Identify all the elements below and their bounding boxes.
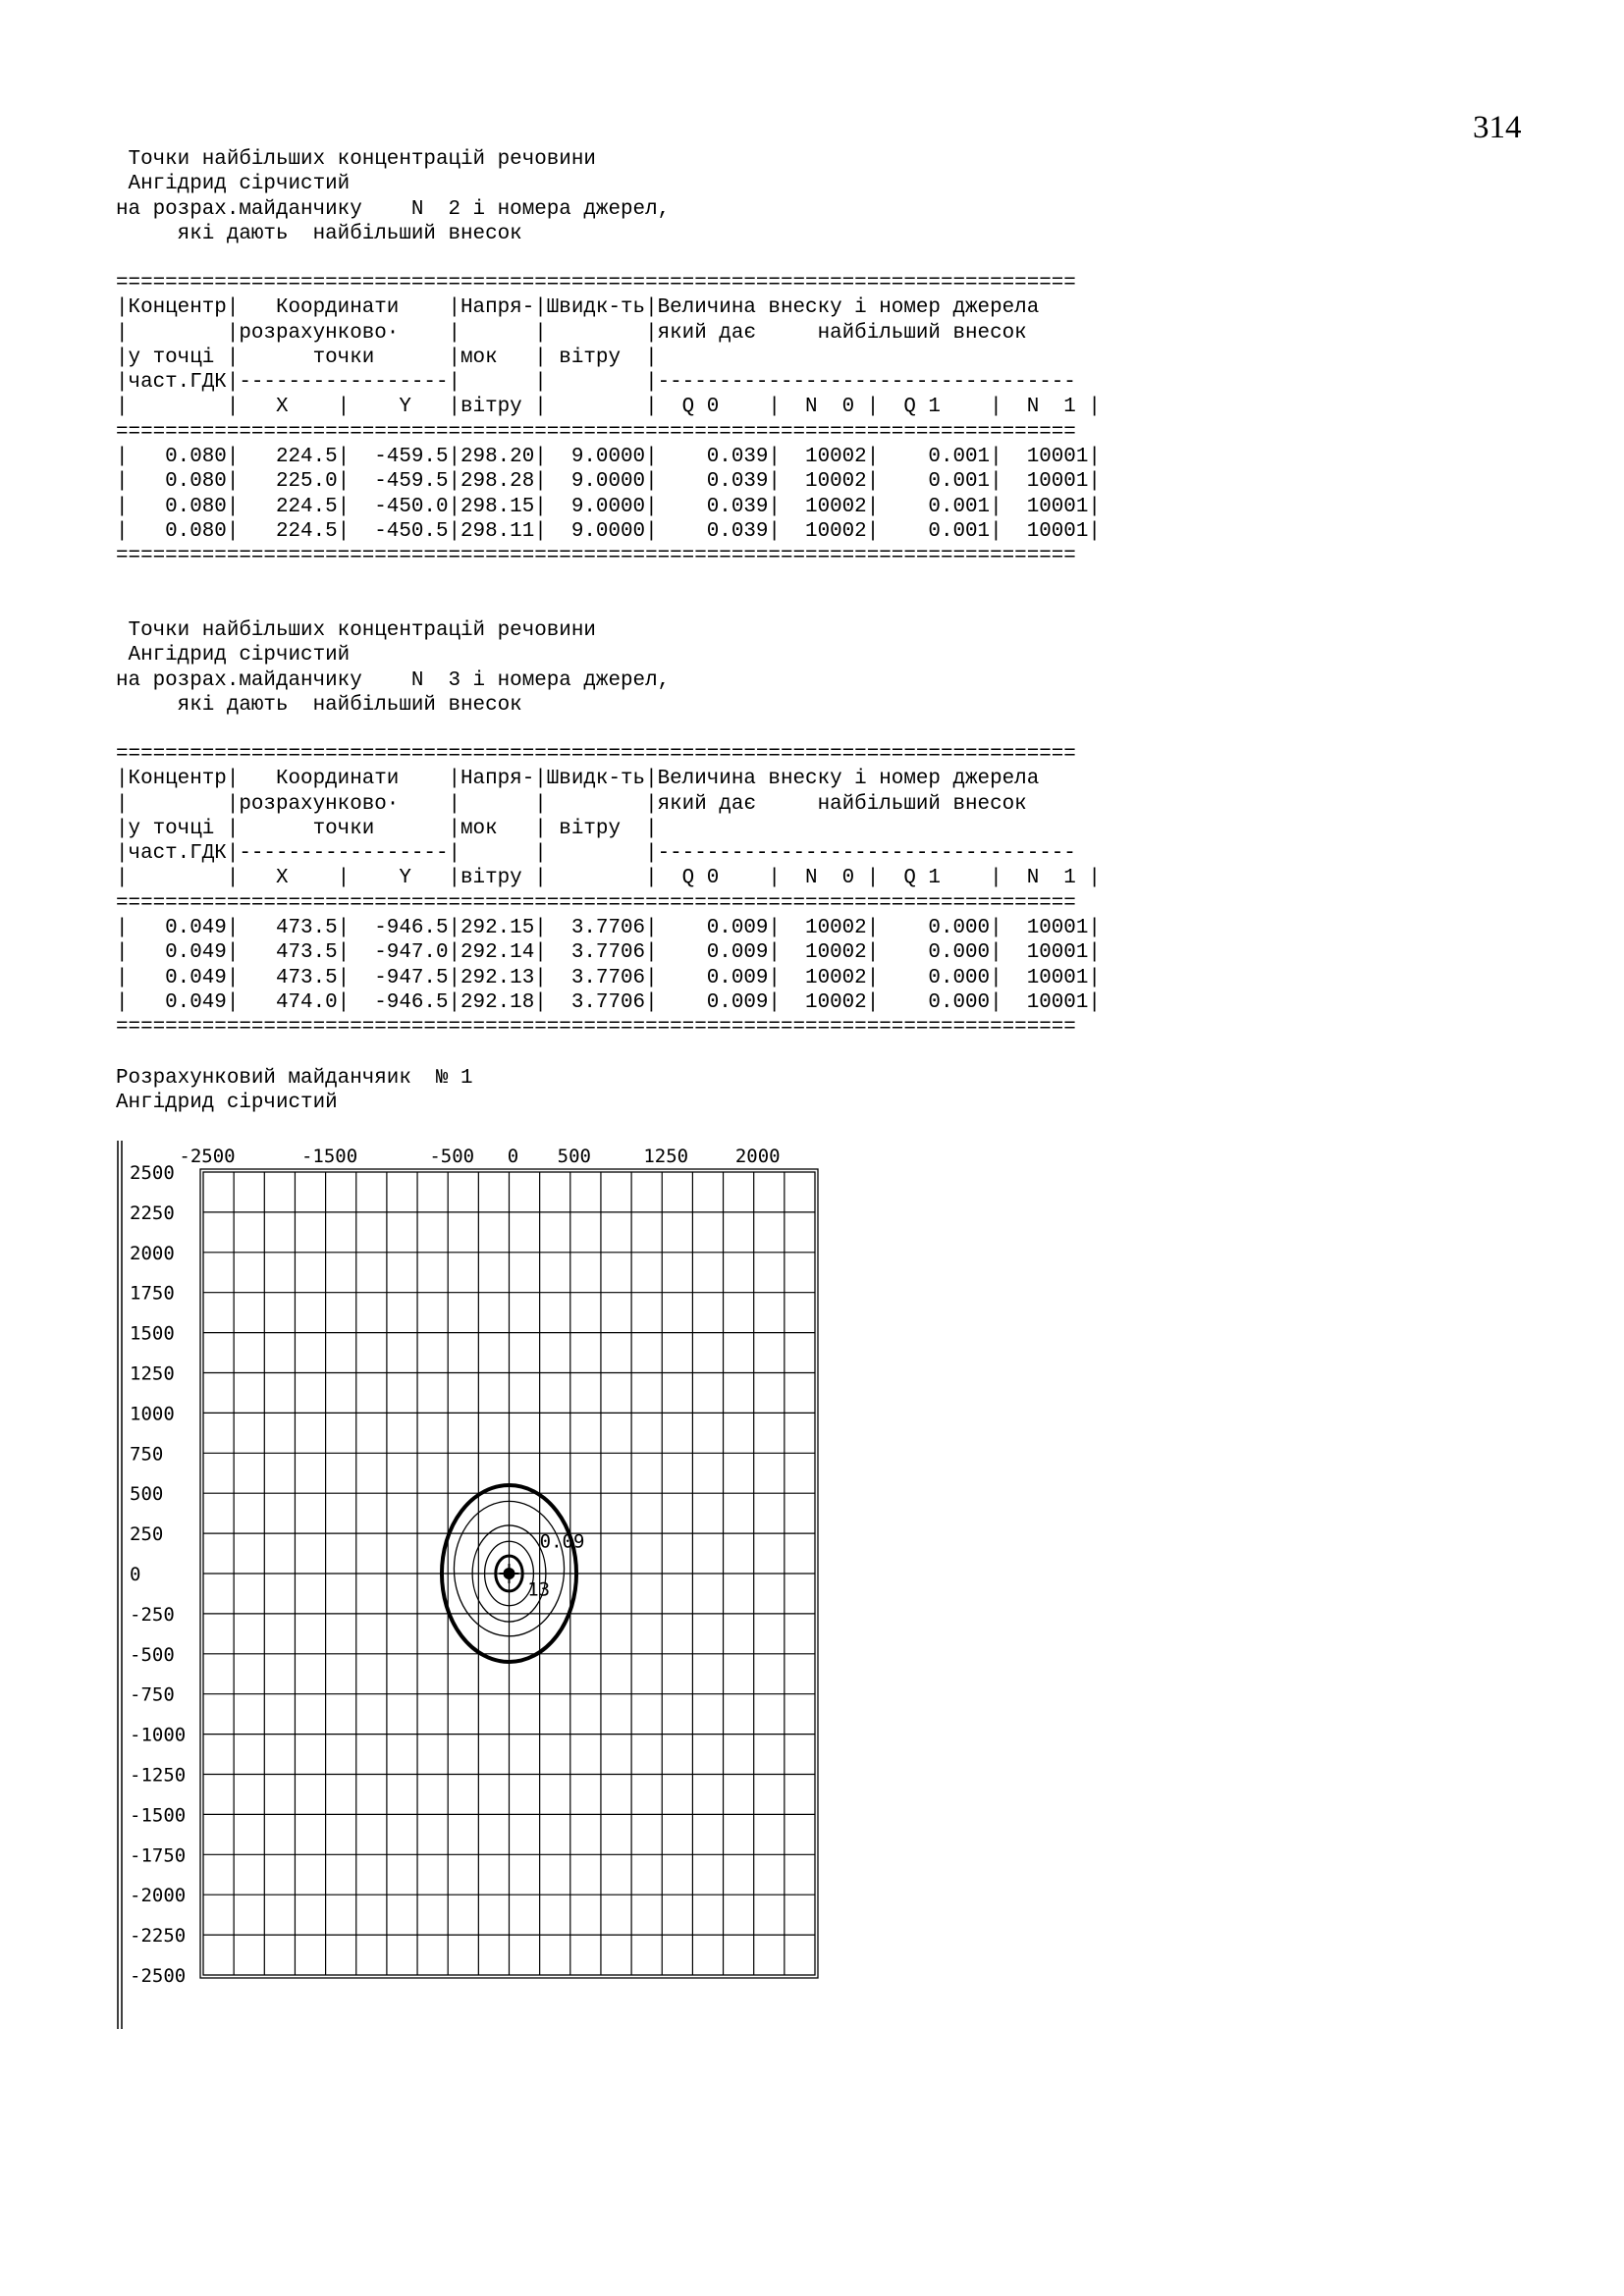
y-tick-label: 1250 bbox=[130, 1362, 175, 1385]
table-line: | |розрахунково· | | |який дає найбільший внесок bbox=[116, 321, 1027, 345]
y-tick-label: -1250 bbox=[130, 1764, 187, 1787]
table-line: | 0.049| 474.0| -946.5|292.18| 3.7706| 0.009| 10002| 0.000| 10001| bbox=[116, 990, 1101, 1014]
table-line: |Концентр| Координати |Напря-|Швидк-ть|Величина внеску і номер джерела bbox=[116, 296, 1040, 320]
y-tick-label: 250 bbox=[130, 1523, 164, 1546]
contour-label: 0.09 bbox=[539, 1530, 585, 1553]
header-line: Точки найбільших концентрацій речовини bbox=[116, 148, 596, 171]
table-line: |част.ГДК|-----------------| | |---------------------------------- bbox=[116, 371, 1076, 395]
y-tick-label: -2250 bbox=[130, 1925, 187, 1948]
table-line: ============================================================================== bbox=[116, 743, 1076, 766]
y-tick-label: 2250 bbox=[130, 1201, 175, 1224]
table-line: ============================================================================== bbox=[116, 272, 1076, 294]
x-tick-label: -1500 bbox=[300, 1146, 358, 1167]
caption-line: Розрахунковий майданчяик № 1 bbox=[116, 1067, 473, 1090]
table-line: | 0.080| 224.5| -459.5|298.20| 9.0000| 0.039| 10002| 0.001| 10001| bbox=[116, 446, 1101, 469]
y-tick-label: -1750 bbox=[130, 1844, 187, 1867]
section-1-table bbox=[116, 271, 1101, 569]
table-line: |у точці | точки |мок | вітру | bbox=[116, 346, 658, 369]
x-tick-label: 0 bbox=[507, 1146, 519, 1167]
y-tick-label: 0 bbox=[130, 1564, 141, 1585]
x-tick-label: -500 bbox=[429, 1146, 475, 1167]
concentration-map bbox=[116, 1141, 823, 2034]
header-line: Ангідрид сірчистий bbox=[116, 644, 351, 667]
y-tick-label: -2500 bbox=[130, 1965, 187, 1987]
page-number: 314 bbox=[1473, 110, 1522, 145]
table-line: | | X | Y |вітру | | Q 0 | N 0 | Q 1 | N 1 | bbox=[116, 396, 1101, 419]
contour-label: 13 bbox=[527, 1578, 551, 1601]
table-line: | | X | Y |вітру | | Q 0 | N 0 | Q 1 | N 1 | bbox=[116, 867, 1101, 890]
table-line: |у точці | точки |мок | вітру | bbox=[116, 817, 658, 840]
x-tick-label: -2500 bbox=[179, 1146, 236, 1167]
table-line: ============================================================================== bbox=[116, 545, 1076, 568]
header-line: Ангідрид сірчистий bbox=[116, 173, 351, 196]
y-tick-label: -1500 bbox=[130, 1804, 187, 1827]
x-tick-label: 500 bbox=[557, 1146, 591, 1167]
header-line: на розрах.майданчику N 2 і номера джерел, bbox=[116, 197, 671, 221]
table-line: | 0.080| 224.5| -450.0|298.15| 9.0000| 0.039| 10002| 0.001| 10001| bbox=[116, 495, 1101, 518]
section-2-table bbox=[116, 742, 1101, 1041]
table-line: | 0.049| 473.5| -947.5|292.13| 3.7706| 0.009| 10002| 0.000| 10001| bbox=[116, 966, 1101, 989]
x-tick-label: 2000 bbox=[734, 1146, 781, 1167]
table-line: | 0.080| 225.0| -459.5|298.28| 9.0000| 0.039| 10002| 0.001| 10001| bbox=[116, 470, 1101, 494]
y-tick-label: -250 bbox=[130, 1603, 175, 1626]
table-line: ============================================================================== bbox=[116, 891, 1076, 915]
y-tick-label: 500 bbox=[130, 1483, 164, 1506]
table-line: | 0.080| 224.5| -450.5|298.11| 9.0000| 0.039| 10002| 0.001| 10001| bbox=[116, 519, 1101, 543]
y-tick-label: 1750 bbox=[130, 1282, 175, 1305]
y-tick-label: 1500 bbox=[130, 1322, 175, 1345]
y-tick-label: -1000 bbox=[130, 1724, 187, 1746]
table-line: ============================================================================== bbox=[116, 420, 1076, 444]
section-2-header bbox=[116, 618, 670, 718]
y-tick-label: -2000 bbox=[130, 1885, 187, 1907]
y-tick-label: 2500 bbox=[130, 1162, 175, 1184]
map-caption bbox=[116, 1066, 473, 1116]
table-line: | 0.049| 473.5| -946.5|292.15| 3.7706| 0.009| 10002| 0.000| 10001| bbox=[116, 917, 1101, 940]
header-line: на розрах.майданчику N 3 і номера джерел, bbox=[116, 668, 671, 692]
table-line: | |розрахунково· | | |який дає найбільший внесок bbox=[116, 792, 1027, 816]
header-line: які дають найбільший внесок bbox=[116, 693, 522, 717]
y-tick-label: 1000 bbox=[130, 1403, 175, 1425]
y-tick-label: 2000 bbox=[130, 1242, 175, 1264]
header-line: Точки найбільших концентрацій речовини bbox=[116, 619, 596, 642]
table-line: |Концентр| Координати |Напря-|Швидк-ть|Величина внеску і номер джерела bbox=[116, 768, 1040, 791]
x-tick-label: 1250 bbox=[643, 1146, 689, 1167]
y-tick-label: -500 bbox=[130, 1643, 175, 1666]
y-tick-label: -750 bbox=[130, 1683, 175, 1706]
header-line: які дають найбільший внесок bbox=[116, 222, 522, 245]
caption-line: Ангідрид сірчистий bbox=[116, 1092, 338, 1115]
table-line: | 0.049| 473.5| -947.0|292.14| 3.7706| 0.009| 10002| 0.000| 10001| bbox=[116, 941, 1101, 965]
table-line: |част.ГДК|-----------------| | |---------------------------------- bbox=[116, 842, 1076, 866]
y-tick-label: 750 bbox=[130, 1443, 164, 1466]
section-1-header bbox=[116, 147, 670, 246]
table-line: ============================================================================== bbox=[116, 1016, 1076, 1040]
